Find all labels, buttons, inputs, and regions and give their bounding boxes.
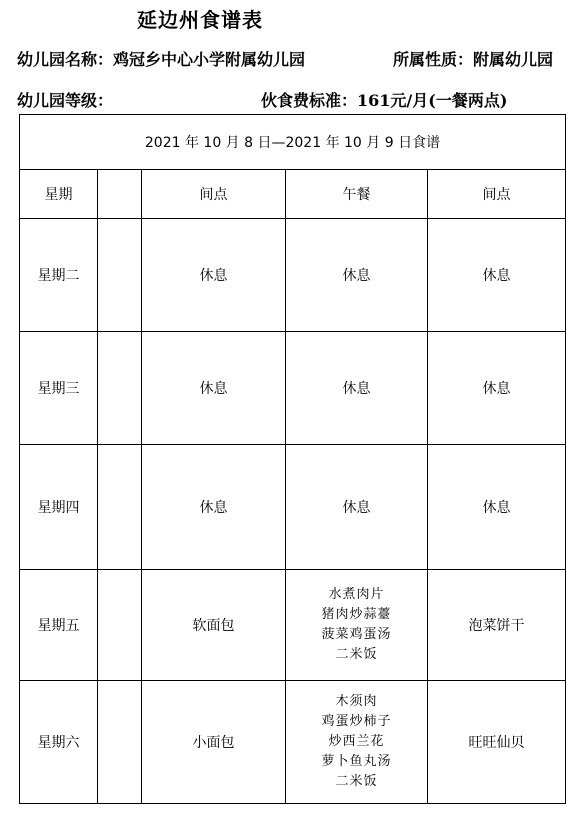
snack1-cell: 小面包 — [142, 681, 286, 804]
table-row — [20, 219, 566, 332]
snack2-cell: 泡菜饼干 — [428, 570, 566, 681]
dish-item: 二米饭 — [335, 774, 378, 789]
fee-value: 161元/月(一餐两点) — [357, 91, 508, 110]
day-cell: 星期六 — [20, 681, 98, 804]
dish-item: 菠菜鸡蛋汤 — [321, 627, 392, 642]
snack1-cell: 休息 — [142, 445, 286, 570]
page-title: 延边州食谱表 — [137, 8, 263, 32]
grade-label: 幼儿园等级： — [17, 91, 114, 110]
dish-item: 炒西兰花 — [328, 734, 385, 749]
menu-period: 2021 年 10 月 8 日—2021 年 10 月 9 日食谱 — [20, 115, 566, 170]
day-cell: 星期四 — [20, 445, 98, 570]
day-cell: 星期三 — [20, 332, 98, 445]
dish-item: 鸡蛋炒柿子 — [321, 714, 392, 729]
snack2-cell: 旺旺仙贝 — [428, 681, 566, 804]
fee-label: 伙食费标准： — [261, 91, 358, 110]
kindergarten-name-line — [17, 47, 305, 70]
snack1-cell: 休息 — [142, 332, 286, 445]
dish-item: 木须肉 — [335, 694, 378, 709]
nature-value: 附属幼儿园 — [473, 50, 554, 69]
kindergarten-name-value: 鸡冠乡中心小学附属幼儿园 — [113, 50, 306, 69]
header-blank — [98, 170, 142, 219]
nature-label: 所属性质： — [393, 50, 474, 69]
dish-item: 水煮肉片 — [328, 587, 385, 602]
dish-item: 萝卜鱼丸汤 — [321, 754, 392, 769]
dish-item: 猪肉炒蒜薹 — [321, 607, 392, 622]
day-cell: 星期二 — [20, 219, 98, 332]
lunch-cell — [286, 570, 428, 681]
menu-table — [19, 114, 566, 804]
header-weekday: 星期 — [20, 170, 98, 219]
day-cell: 星期五 — [20, 570, 98, 681]
kindergarten-name-label: 幼儿园名称： — [17, 50, 114, 69]
blank-cell — [98, 332, 142, 445]
table-row — [20, 332, 566, 445]
header-lunch: 午餐 — [286, 170, 428, 219]
snack1-cell: 休息 — [142, 219, 286, 332]
snack2-cell: 休息 — [428, 332, 566, 445]
lunch-cell: 休息 — [286, 445, 428, 570]
header-snack-afternoon: 间点 — [428, 170, 566, 219]
dish-item: 二米饭 — [335, 647, 378, 662]
blank-cell — [98, 681, 142, 804]
snack1-cell: 软面包 — [142, 570, 286, 681]
lunch-cell — [286, 681, 428, 804]
lunch-cell: 休息 — [286, 332, 428, 445]
table-row — [20, 445, 566, 570]
table-row — [20, 681, 566, 804]
snack2-cell: 休息 — [428, 445, 566, 570]
nature-line — [393, 47, 553, 70]
fee-line — [261, 88, 507, 111]
snack2-cell: 休息 — [428, 219, 566, 332]
blank-cell — [98, 219, 142, 332]
grade-line — [17, 88, 113, 111]
blank-cell — [98, 445, 142, 570]
lunch-cell: 休息 — [286, 219, 428, 332]
header-snack-morning: 间点 — [142, 170, 286, 219]
table-row — [20, 570, 566, 681]
blank-cell — [98, 570, 142, 681]
